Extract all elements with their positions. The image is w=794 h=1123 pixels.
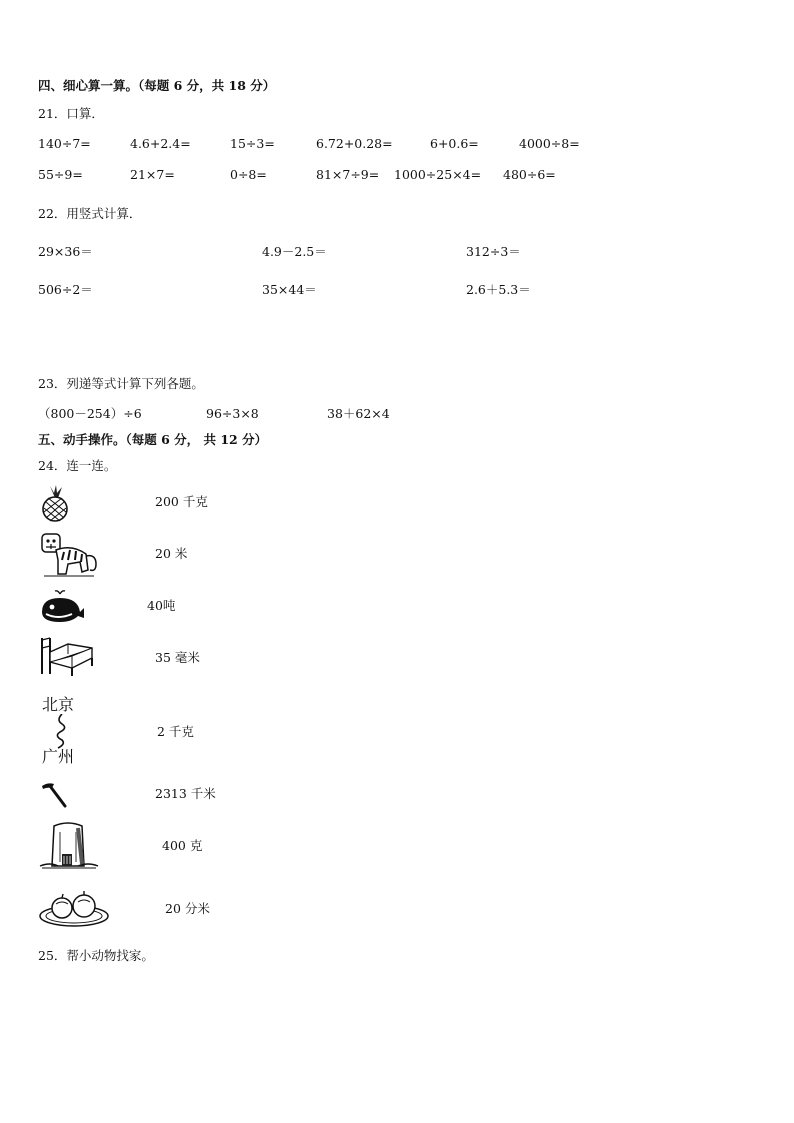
q21-r2-c5: 1000÷25×4= [394,167,482,182]
q21-r2-c2: 21×7= [130,167,175,182]
guangzhou-label: 广州 [42,747,75,766]
q23-item-2: 96÷3×8 [206,406,259,421]
q21-r1-c2: 4.6+2.4= [130,136,191,151]
q21-r1-c1: 140÷7= [38,136,91,151]
q21-r1-c6: 4000÷8= [519,136,580,151]
q24-value-1: 200 千克 [155,494,208,509]
q21-r1-c3: 15÷3= [230,136,275,151]
q22-label: 22．用竖式计算． [38,206,142,221]
building-icon [38,818,100,870]
q21-label: 21．口算． [38,106,104,121]
q21-r2-c4: 81×7÷9= [316,167,380,182]
q22-r1-c1: 29×36＝ [38,244,93,259]
nail-icon [40,780,70,810]
section5-title: 五、动手操作。（每题 6 分， 共 12 分） [38,432,268,447]
q21-r1-c4: 6.72+0.28= [316,136,393,151]
fruit-plate-icon [38,888,110,928]
beijing-label: 北京 [42,695,75,714]
tiger-icon [38,530,100,580]
q24-value-8: 20 分米 [165,901,210,916]
q24-value-3: 40吨 [147,598,176,613]
q21-r2-c6: 480÷6= [503,167,556,182]
q24-value-6: 2313 千米 [155,786,216,801]
q23-item-3: 38＋62×4 [327,406,390,421]
bed-icon [38,634,96,678]
q22-r2-c2: 35×44＝ [262,282,317,297]
q24-value-5: 2 千克 [157,724,194,739]
q22-r2-c1: 506÷2＝ [38,282,93,297]
beijing-guangzhou-map-icon [44,714,78,750]
q23-label: 23．列递等式计算下列各题。 [38,376,204,391]
q23-item-1: （800－254）÷6 [38,406,142,421]
q22-r2-c3: 2.6＋5.3＝ [466,282,531,297]
q22-r1-c2: 4.9－2.5＝ [262,244,327,259]
q24-value-7: 400 克 [162,838,203,853]
pineapple-icon [38,484,72,522]
q22-r1-c3: 312÷3＝ [466,244,521,259]
q21-r2-c3: 0÷8= [230,167,267,182]
q24-label: 24．连一连。 [38,458,117,473]
q21-r2-c1: 55÷9= [38,167,83,182]
whale-icon [38,588,86,626]
q24-value-2: 20 米 [155,546,188,561]
q24-value-4: 35 毫米 [155,650,200,665]
section4-title: 四、细心算一算。（每题 6 分，共 18 分） [38,78,276,93]
q21-r1-c5: 6+0.6= [430,136,479,151]
q25-label: 25．帮小动物找家。 [38,948,154,963]
